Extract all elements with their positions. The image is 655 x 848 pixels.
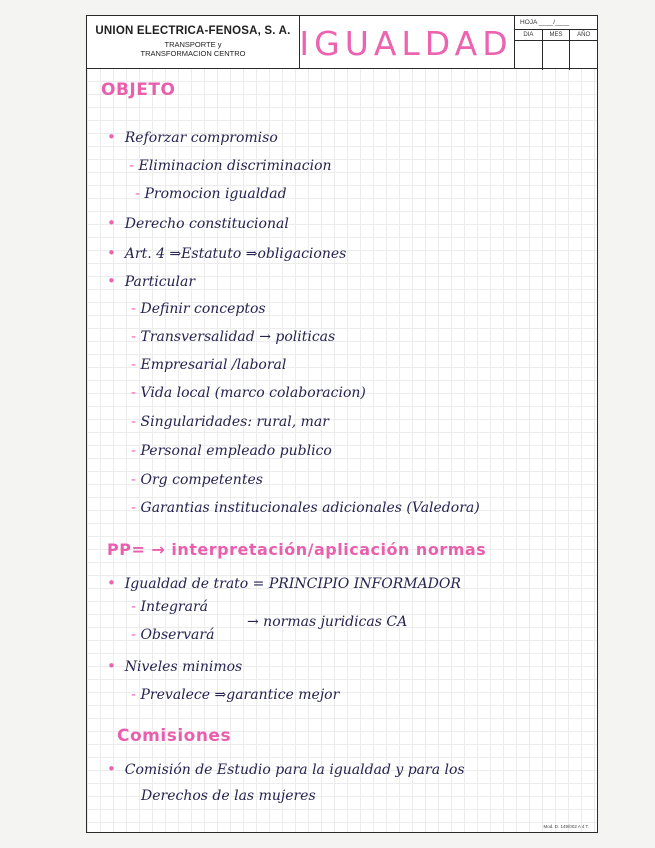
list-item bbox=[131, 385, 366, 401]
division-line-2: TRANSFORMACION CENTRO bbox=[140, 49, 246, 58]
list-item bbox=[131, 357, 286, 373]
dash-icon: - bbox=[131, 329, 137, 345]
dash-icon: - bbox=[135, 186, 141, 202]
dash-icon: - bbox=[131, 599, 137, 615]
item-text: Org competentes bbox=[140, 472, 263, 488]
item-text: Particular bbox=[124, 274, 196, 290]
list-item bbox=[107, 657, 242, 675]
list-item bbox=[107, 760, 465, 778]
dash-icon: - bbox=[129, 158, 135, 174]
item-text: Igualdad de trato = PRINCIPIO INFORMADOR bbox=[124, 576, 461, 592]
note-sheet bbox=[86, 15, 598, 833]
heading-comisiones: Comisiones bbox=[117, 726, 232, 746]
dash-icon: - bbox=[131, 301, 137, 317]
heading-pp: PP= → interpretación/aplicación normas bbox=[107, 540, 487, 559]
item-text: Empresarial /laboral bbox=[140, 357, 287, 373]
list-item bbox=[131, 329, 335, 345]
list-item bbox=[131, 472, 263, 488]
item-text: Definir conceptos bbox=[140, 301, 266, 317]
form-code: Mod. D. 149/002 A 4 T. bbox=[543, 824, 589, 829]
notes-body bbox=[87, 16, 597, 832]
item-text: Niveles minimos bbox=[124, 659, 243, 675]
list-item bbox=[129, 158, 332, 174]
list-item bbox=[107, 214, 289, 232]
list-item bbox=[131, 599, 208, 615]
dash-icon: - bbox=[131, 500, 137, 516]
list-item bbox=[131, 443, 332, 459]
item-text: Vida local (marco colaboracion) bbox=[140, 385, 366, 401]
dash-icon: - bbox=[131, 357, 137, 373]
dash-icon: - bbox=[131, 627, 137, 643]
page-title: IGUALDAD bbox=[299, 23, 513, 63]
company-name: UNION ELECTRICA-FENOSA, S. A. bbox=[95, 25, 291, 37]
heading-objeto: OBJETO bbox=[101, 80, 176, 100]
dash-icon: - bbox=[131, 443, 137, 459]
item-text: Garantias institucionales adicionales (Valedora) bbox=[140, 500, 480, 516]
item-text: Derecho constitucional bbox=[124, 216, 289, 232]
normas-juridicas-note: → normas juridicas CA bbox=[247, 614, 408, 630]
hoja-label: HOJA ____/____ bbox=[515, 16, 597, 30]
ano-label: AÑO bbox=[577, 32, 591, 38]
list-item bbox=[135, 186, 287, 202]
list-item bbox=[131, 414, 329, 430]
list-item bbox=[107, 128, 278, 146]
bullet-icon: • bbox=[107, 657, 116, 675]
item-text: Transversalidad → politicas bbox=[140, 329, 336, 345]
item-text: Personal empleado publico bbox=[140, 443, 332, 459]
item-text: Reforzar compromiso bbox=[124, 130, 278, 146]
dash-icon: - bbox=[131, 472, 137, 488]
item-text: Promocion igualdad bbox=[144, 186, 287, 202]
bullet-icon: • bbox=[107, 128, 116, 146]
dash-icon: - bbox=[131, 385, 137, 401]
list-item bbox=[131, 500, 480, 516]
dia-label: DIA bbox=[515, 30, 543, 40]
list-item bbox=[131, 687, 339, 703]
list-item-continuation: Derechos de las mujeres bbox=[141, 788, 316, 804]
item-text: Eliminacion discriminacion bbox=[138, 158, 332, 174]
bullet-icon: • bbox=[107, 272, 116, 290]
dash-icon: - bbox=[131, 687, 137, 703]
item-text: Integrará bbox=[140, 599, 209, 615]
bullet-icon: • bbox=[107, 214, 116, 232]
bullet-icon: • bbox=[107, 760, 116, 778]
bullet-icon: • bbox=[107, 244, 116, 262]
item-text: Art. 4 ⇒Estatuto ⇒obligaciones bbox=[124, 246, 347, 262]
item-text: Comisión de Estudio para la igualdad y para los bbox=[124, 762, 465, 778]
mes-label: MES bbox=[543, 30, 571, 40]
item-text: Prevalece ⇒garantice mejor bbox=[140, 687, 340, 703]
list-item bbox=[131, 301, 266, 317]
list-item bbox=[107, 574, 461, 592]
list-item bbox=[107, 244, 346, 262]
bullet-icon: • bbox=[107, 574, 116, 592]
list-item bbox=[107, 272, 195, 290]
item-text: Observará bbox=[140, 627, 215, 643]
dash-icon: - bbox=[131, 414, 137, 430]
division-line-1: TRANSPORTE y bbox=[164, 40, 222, 49]
item-text: Singularidades: rural, mar bbox=[140, 414, 329, 430]
list-item bbox=[131, 627, 214, 643]
